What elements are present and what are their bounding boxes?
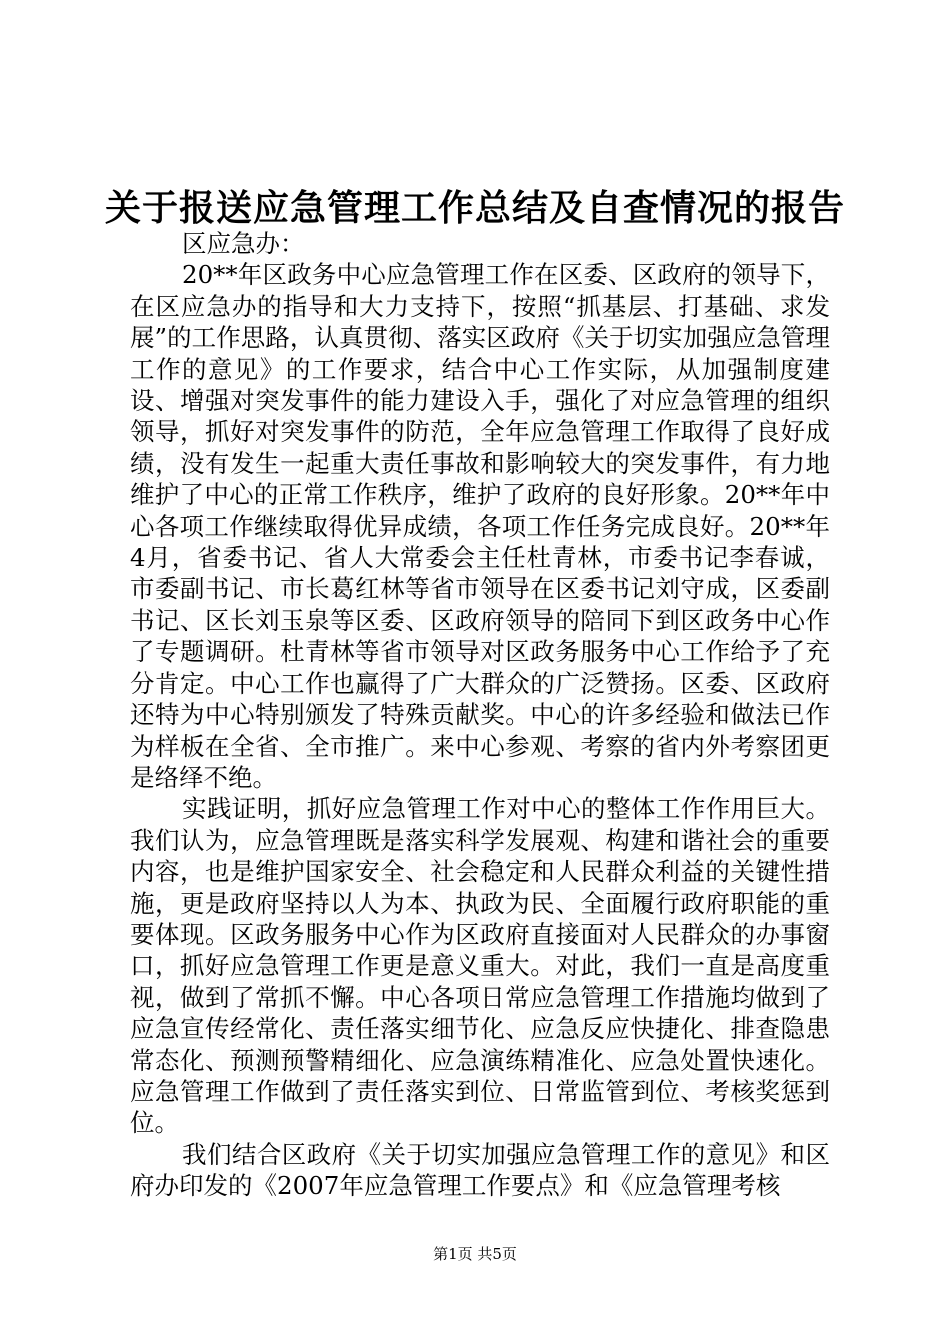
page-number-footer: 第1页 共5页 xyxy=(433,1245,517,1263)
paragraph-2: 实践证明，抓好应急管理工作对中心的整体工作作用巨大。我们认为，应急管理既是落实科学发展观、构建和谐社会的重要内容，也是维护国家安全、社会稳定和人民群众利益的关键性措施，更是政府坚持以人为本、执政为民、全面履行政府职能的重要体现。区政务服务中心作为区政府直接面对人民群众的办事窗口，抓好应急管理工作更是意义重大。对此，我们一直是高度重视，做到了常抓不懈。中心各项日常应急管理工作措施均做到了应急宣传经常化、责任落实细节化、应急反应快捷化、排查隐患常态化、预测预警精细化、应急演练精准化、应急处置快速化。应急管理工作做到了责任落实到位、日常监管到位、考核奖惩到位。 xyxy=(130,794,830,1138)
paragraph-1: 20**年区政务中心应急管理工作在区委、区政府的领导下，在区应急办的指导和大力支持下，按照“抓基层、打基础、求发展”的工作思路，认真贯彻、落实区政府《关于切实加强应急管理工作的意见》的工作要求，结合中心工作实际，从加强制度建设、增强对突发事件的能力建设入手，强化了对应急管理的组织领导，抓好对突发事件的防范，全年应急管理工作取得了良好成绩，没有发生一起重大责任事故和影响较大的突发事件，有力地维护了中心的正常工作秩序，维护了政府的良好形象。20**年中心各项工作继续取得优异成绩，各项工作任务完成良好。20**年4月，省委书记、省人大常委会主任杜青林，市委书记李春诚，市委副书记、市长葛红林等省市领导在区委书记刘守成，区委副书记、区长刘玉泉等区委、区政府领导的陪同下到区政务中心作了专题调研。杜青林等省市领导对区政务服务中心工作给予了充分肯定。中心工作也赢得了广大群众的广泛赞扬。区委、区政府还特为中心特别颁发了特殊贡献奖。中心的许多经验和做法已作为样板在全省、全市推广。来中心参观、考察的省内外考察团更是络绎不绝。 xyxy=(130,260,830,792)
document-body xyxy=(130,228,830,1202)
salutation: 区应急办： xyxy=(182,229,305,258)
document-title: 关于报送应急管理工作总结及自查情况的报告 xyxy=(104,187,845,229)
paragraph-3: 我们结合区政府《关于切实加强应急管理工作的意见》和区府办印发的《2007年应急管理工作要点》和《应急管理考核 xyxy=(130,1139,830,1201)
